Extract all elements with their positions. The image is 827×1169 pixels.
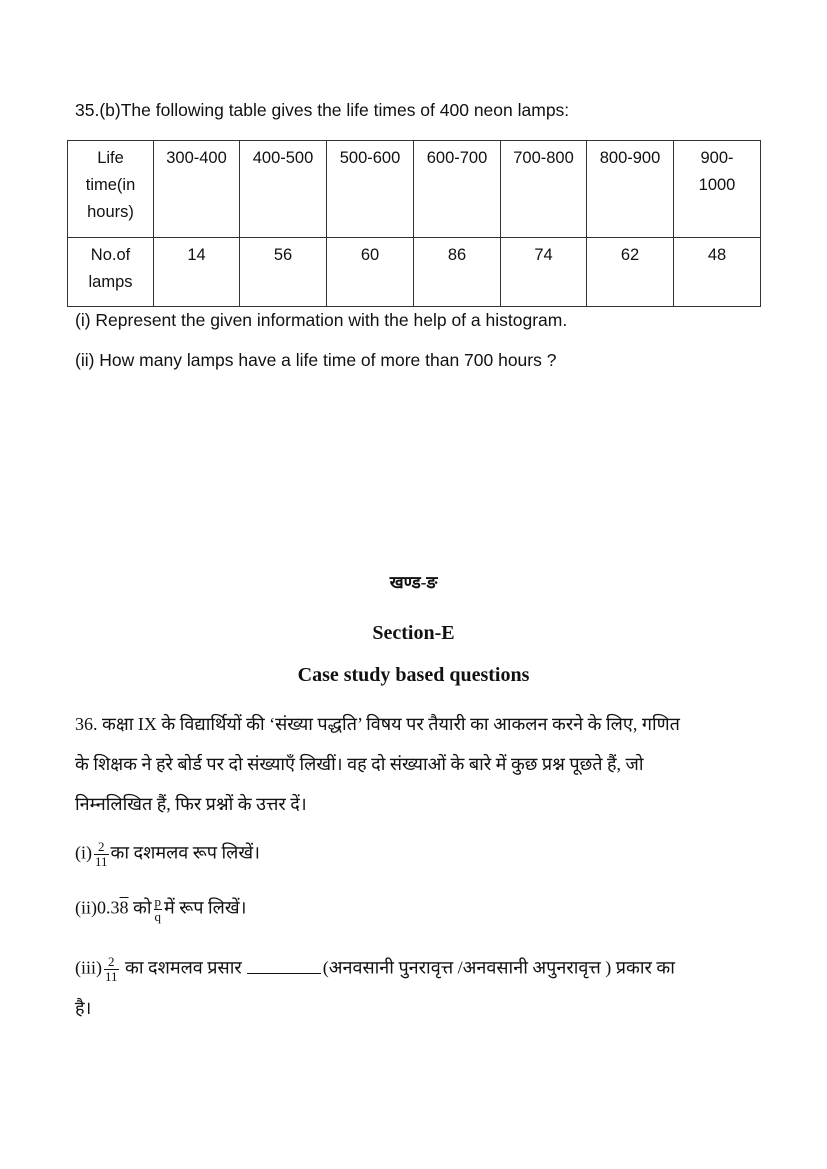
fraction-numerator: p [154,894,161,909]
table-cell-count: 14 [154,238,240,307]
fraction [94,840,109,869]
fraction [154,895,163,924]
table-row-lifetime [68,141,761,238]
case-study-title: Case study based questions [297,664,530,686]
table-cell-count: 74 [501,238,587,307]
part-label: (ii) [75,897,97,918]
question-35-part-i: (i) Represent the given information with the help of a histogram. [75,310,568,330]
question-36-line-2: के शिक्षक ने हरे बोर्ड पर दो संख्याएँ लिखीं। वह दो संख्याओं के बारे में कुछ प्रश्न पूछते हैं, जो [75,754,644,774]
table-cell-interval: 800-900 [587,141,674,238]
question-36-part-iii [75,955,675,984]
part-text: में रूप लिखें। [164,897,247,918]
question-36-line-1: 36. कक्षा IX के विद्यार्थियों की ‘संख्या पद्धति’ विषय पर तैयारी का आकलन करने के लिए, गणित [75,714,680,734]
table-cell-count: 62 [587,238,674,307]
lamp-lifetime-table [67,140,761,307]
table-header-lifetime: Life time(in hours) [68,141,154,238]
decimal-value: 0.38 [97,897,129,918]
question-36-line-3: निम्नलिखित हैं, फिर प्रश्नों के उत्तर दें। [75,794,307,814]
table-cell-count: 60 [327,238,414,307]
table-cell-count: 56 [240,238,327,307]
fraction-numerator: 2 [108,954,115,969]
repeating-digit: 8 [119,897,129,918]
khand-heading: खण्ड-ङ [389,573,438,592]
question-35-heading: 35.(b)The following table gives the life times of 400 neon lamps: [75,100,570,120]
table-header-lamps: No.of lamps [68,238,154,307]
part-text-before: का दशमलव प्रसार [125,957,242,978]
fraction-denominator: 11 [105,969,118,984]
fraction-numerator: 2 [98,839,105,854]
answer-blank [247,957,321,974]
part-label: (i) [75,842,92,863]
table-cell-interval: 600-700 [414,141,501,238]
table-cell-interval: 300-400 [154,141,240,238]
question-36-part-i [75,840,260,869]
table-cell-interval: 900-1000 [674,141,761,238]
table-row-lamps [68,238,761,307]
part-text-after: (अनवसानी पुनरावृत्त /अनवसानी अपुनरावृत्त ) प्रकार का [322,957,675,978]
table-cell-interval: 700-800 [501,141,587,238]
part-text: का दशमलव रूप लिखें। [110,842,260,863]
part-label: (iii) [75,957,102,978]
question-36-part-ii [75,895,246,924]
fraction-denominator: q [154,909,161,924]
table-cell-interval: 400-500 [240,141,327,238]
fraction-denominator: 11 [95,854,108,869]
table-cell-interval: 500-600 [327,141,414,238]
question-36-part-iii-tail: है। [75,998,92,1018]
table-cell-count: 86 [414,238,501,307]
question-35-part-ii: (ii) How many lamps have a life time of more than 700 hours ? [75,350,557,370]
section-title: Section-E [372,622,455,644]
table-cell-count: 48 [674,238,761,307]
part-text-mid: को [133,897,152,918]
fraction [104,955,119,984]
